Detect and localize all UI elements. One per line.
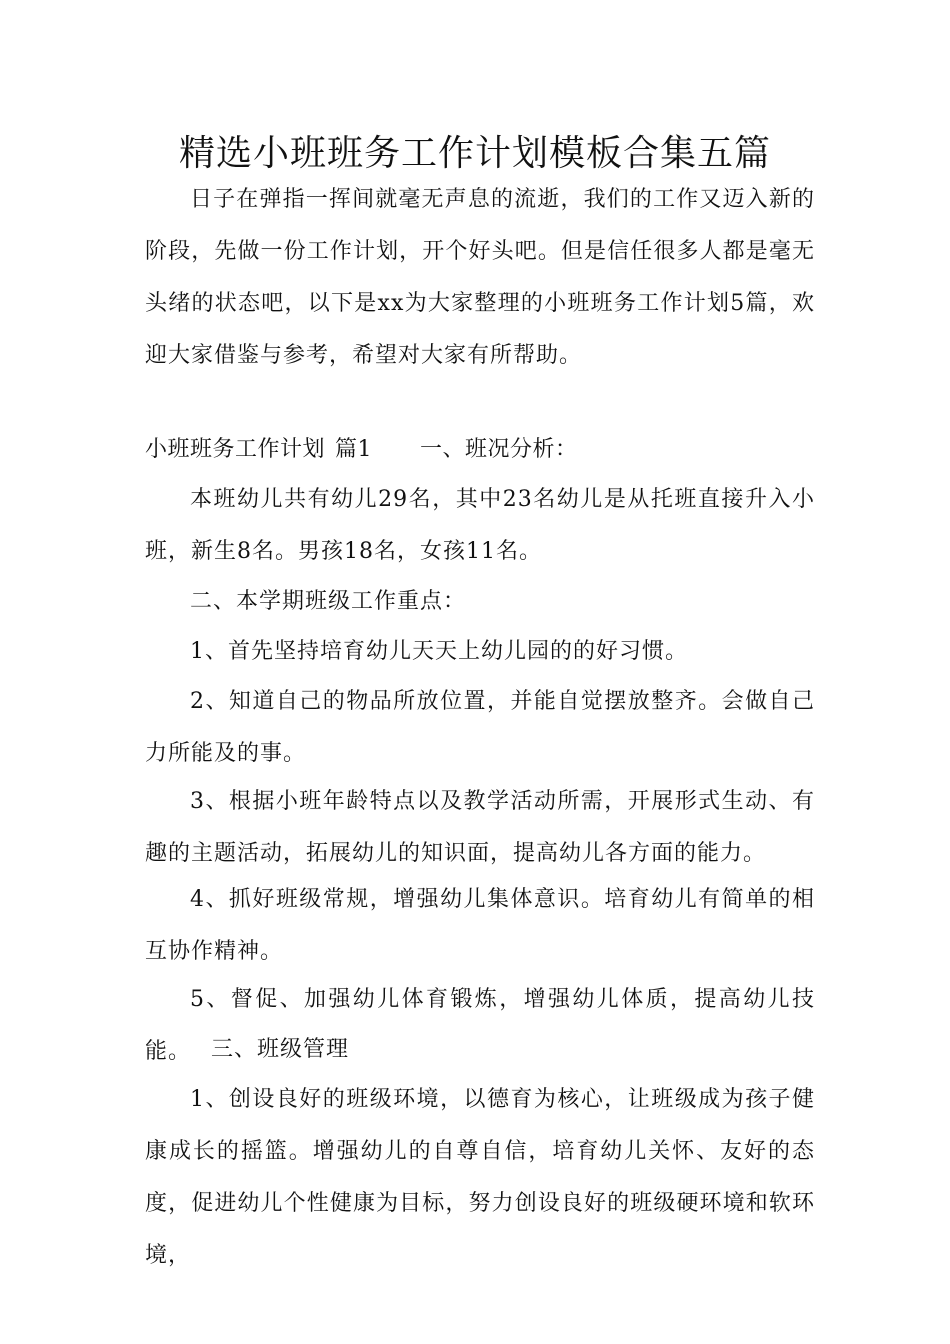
section-number: 篇1 [335,437,373,462]
section-title: 小班班务工作计划 [145,437,326,462]
section-first-subtitle: 一、班况分析： [420,437,578,462]
work-focus-item-4: 4、抓好班级常规，增强幼儿集体意识。培育幼儿有简单的相互协作精神。 [145,887,815,964]
section-heading-line [145,424,578,476]
work-focus-item-1: 1、首先坚持培育幼儿天天上幼儿园的的好习惯。 [190,639,688,664]
document-title: 精选小班班务工作计划模板合集五篇 [178,133,771,174]
class-management-item-1: 1、创设良好的班级环境，以德育为核心，让班级成为孩子健康成长的摇篮。增强幼儿的自尊自信，培育幼儿关怀、友好的态度，促进幼儿个性健康为目标，努力创设良好的班级硬环境和软环境， [145,1087,815,1268]
work-focus-item-3: 3、根据小班年龄特点以及教学活动所需，开展形式生动、有趣的主题活动，拓展幼儿的知识面，提高幼儿各方面的能力。 [145,789,815,866]
class-management-heading: 三、班级管理 [211,1037,350,1062]
intro-paragraph: 日子在弹指一挥间就毫无声息的流逝，我们的工作又迈入新的阶段，先做一份工作计划，开个好头吧。但是信任很多人都是毫无头绪的状态吧，以下是xx为大家整理的小班班务工作计划5篇，欢迎大家借鉴与参考，希望对大家有所帮助。 [145,187,815,368]
work-focus-item-5: 5、督促、加强幼儿体育锻炼，增强幼儿体质，提高幼儿技能。 [145,987,815,1064]
class-analysis-paragraph: 本班幼儿共有幼儿29名，其中23名幼儿是从托班直接升入小班，新生8名。男孩18名，女孩11名。 [145,487,815,564]
work-focus-heading: 二、本学期班级工作重点： [190,589,467,614]
work-focus-item-2: 2、知道自己的物品所放位置，并能自觉摆放整齐。会做自己力所能及的事。 [145,689,815,766]
